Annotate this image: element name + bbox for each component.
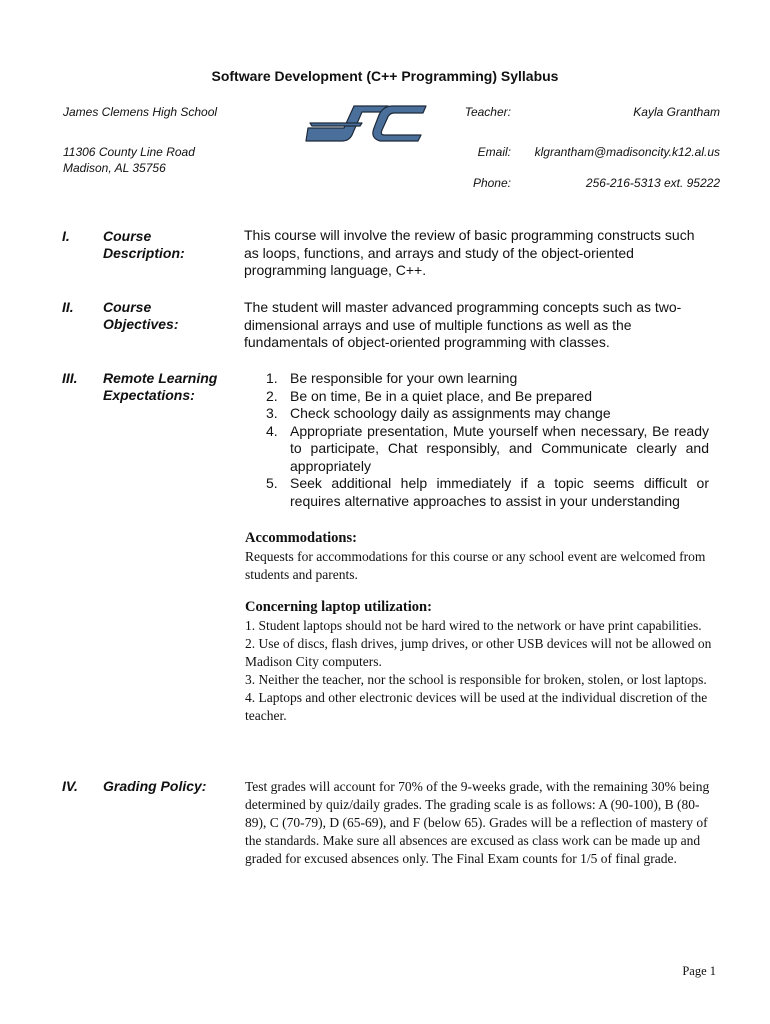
laptop-rule: 3. Neither the teacher, nor the school is responsible for broken, stolen, or lost laptops. <box>245 672 707 687</box>
course-objectives-text: The student will master advanced programming concepts such as two-dimensional arrays and use of multiple functions as well as the fundamentals of object-oriented programming with classes. <box>244 299 682 350</box>
email-value[interactable]: klgrantham@madisoncity.k12.al.us <box>534 145 720 159</box>
list-item <box>244 423 709 476</box>
remote-learning-list <box>244 370 709 510</box>
accommodations-text: Requests for accommodations for this course or any school event are welcomed from students and parents. <box>245 549 706 582</box>
label-line: Expectations: <box>103 387 195 403</box>
grading-policy-text: Test grades will account for 70% of the 9-weeks grade, with the remaining 30% being determined by quiz/daily grades. The grading scale is as follows: A (90-100), B (80-89), C (70-79), D (65-69), and F (below 65). Grades will be a reflection of mastery of the standards. Make sure all absences are excused as class work can be made up and graded for excused absences only. The Final Exam counts for 1/5 of final grade. <box>245 779 710 866</box>
list-number: 2. <box>266 387 278 404</box>
section-label-grading: Grading Policy: <box>103 778 207 794</box>
school-address-line1: 11306 County Line Road <box>63 145 195 159</box>
section-numeral: IV. <box>62 778 78 794</box>
phone-label: Phone: <box>472 176 511 190</box>
page-number: Page 1 <box>682 964 716 978</box>
list-text: Check schoology daily as assignments may change <box>290 405 611 421</box>
laptop-heading: Concerning laptop utilization: <box>245 599 432 615</box>
course-description-text: This course will involve the review of basic programming constructs such as loops, functions, and arrays and study of the object-oriented programming language, C++. <box>244 227 695 278</box>
list-number: 4. <box>266 422 278 439</box>
list-text: Be responsible for your own learning <box>290 370 518 386</box>
document-title: Software Development (C++ Programming) Syllabus <box>211 68 559 84</box>
school-address-line2: Madison, AL 35756 <box>63 161 166 175</box>
section-numeral: III. <box>62 370 78 386</box>
laptop-rule: 1. Student laptops should not be hard wired to the network or have print capabilities. <box>245 618 702 633</box>
list-number: 3. <box>266 405 278 421</box>
label-line: Remote Learning <box>103 370 218 386</box>
label-line: Course <box>103 299 152 315</box>
laptop-rules <box>245 617 715 725</box>
teacher-label: Teacher: <box>464 105 511 119</box>
list-text: Be on time, Be in a quiet place, and Be prepared <box>290 387 592 404</box>
school-name: James Clemens High School <box>63 105 218 119</box>
label-line: Description: <box>103 245 185 261</box>
section-numeral: I. <box>62 228 70 244</box>
label-line: Course <box>103 228 152 244</box>
list-text: Appropriate presentation, Mute yourself when necessary, Be ready to participate, Chat responsibly, and Communicate clearly and appropriately <box>290 422 709 474</box>
section-label-objectives <box>103 299 178 333</box>
phone-value: 256-216-5313 ext. 95222 <box>585 176 720 190</box>
section-numeral: II. <box>62 299 74 315</box>
list-item <box>244 405 709 423</box>
section-label-description <box>103 228 185 262</box>
label-line: Objectives: <box>103 316 179 332</box>
list-number: 5. <box>266 475 278 491</box>
list-item <box>244 475 709 510</box>
list-item <box>244 370 709 388</box>
laptop-rule: 2. Use of discs, flash drives, jump drives, or other USB devices will not be allowed on Madison City computers. <box>245 636 712 669</box>
list-text: Seek additional help immediately if a topic seems difficult or requires alternative approaches to assist in your understanding <box>290 475 709 509</box>
section-label-remote-learning <box>103 370 217 404</box>
accommodations-heading: Accommodations: <box>245 530 357 546</box>
teacher-value: Kayla Grantham <box>633 105 720 119</box>
list-item <box>244 388 709 406</box>
laptop-rule: 4. Laptops and other electronic devices will be used at the individual discretion of the teacher. <box>245 690 708 723</box>
email-label: Email: <box>477 145 511 159</box>
list-number: 1. <box>266 370 278 386</box>
